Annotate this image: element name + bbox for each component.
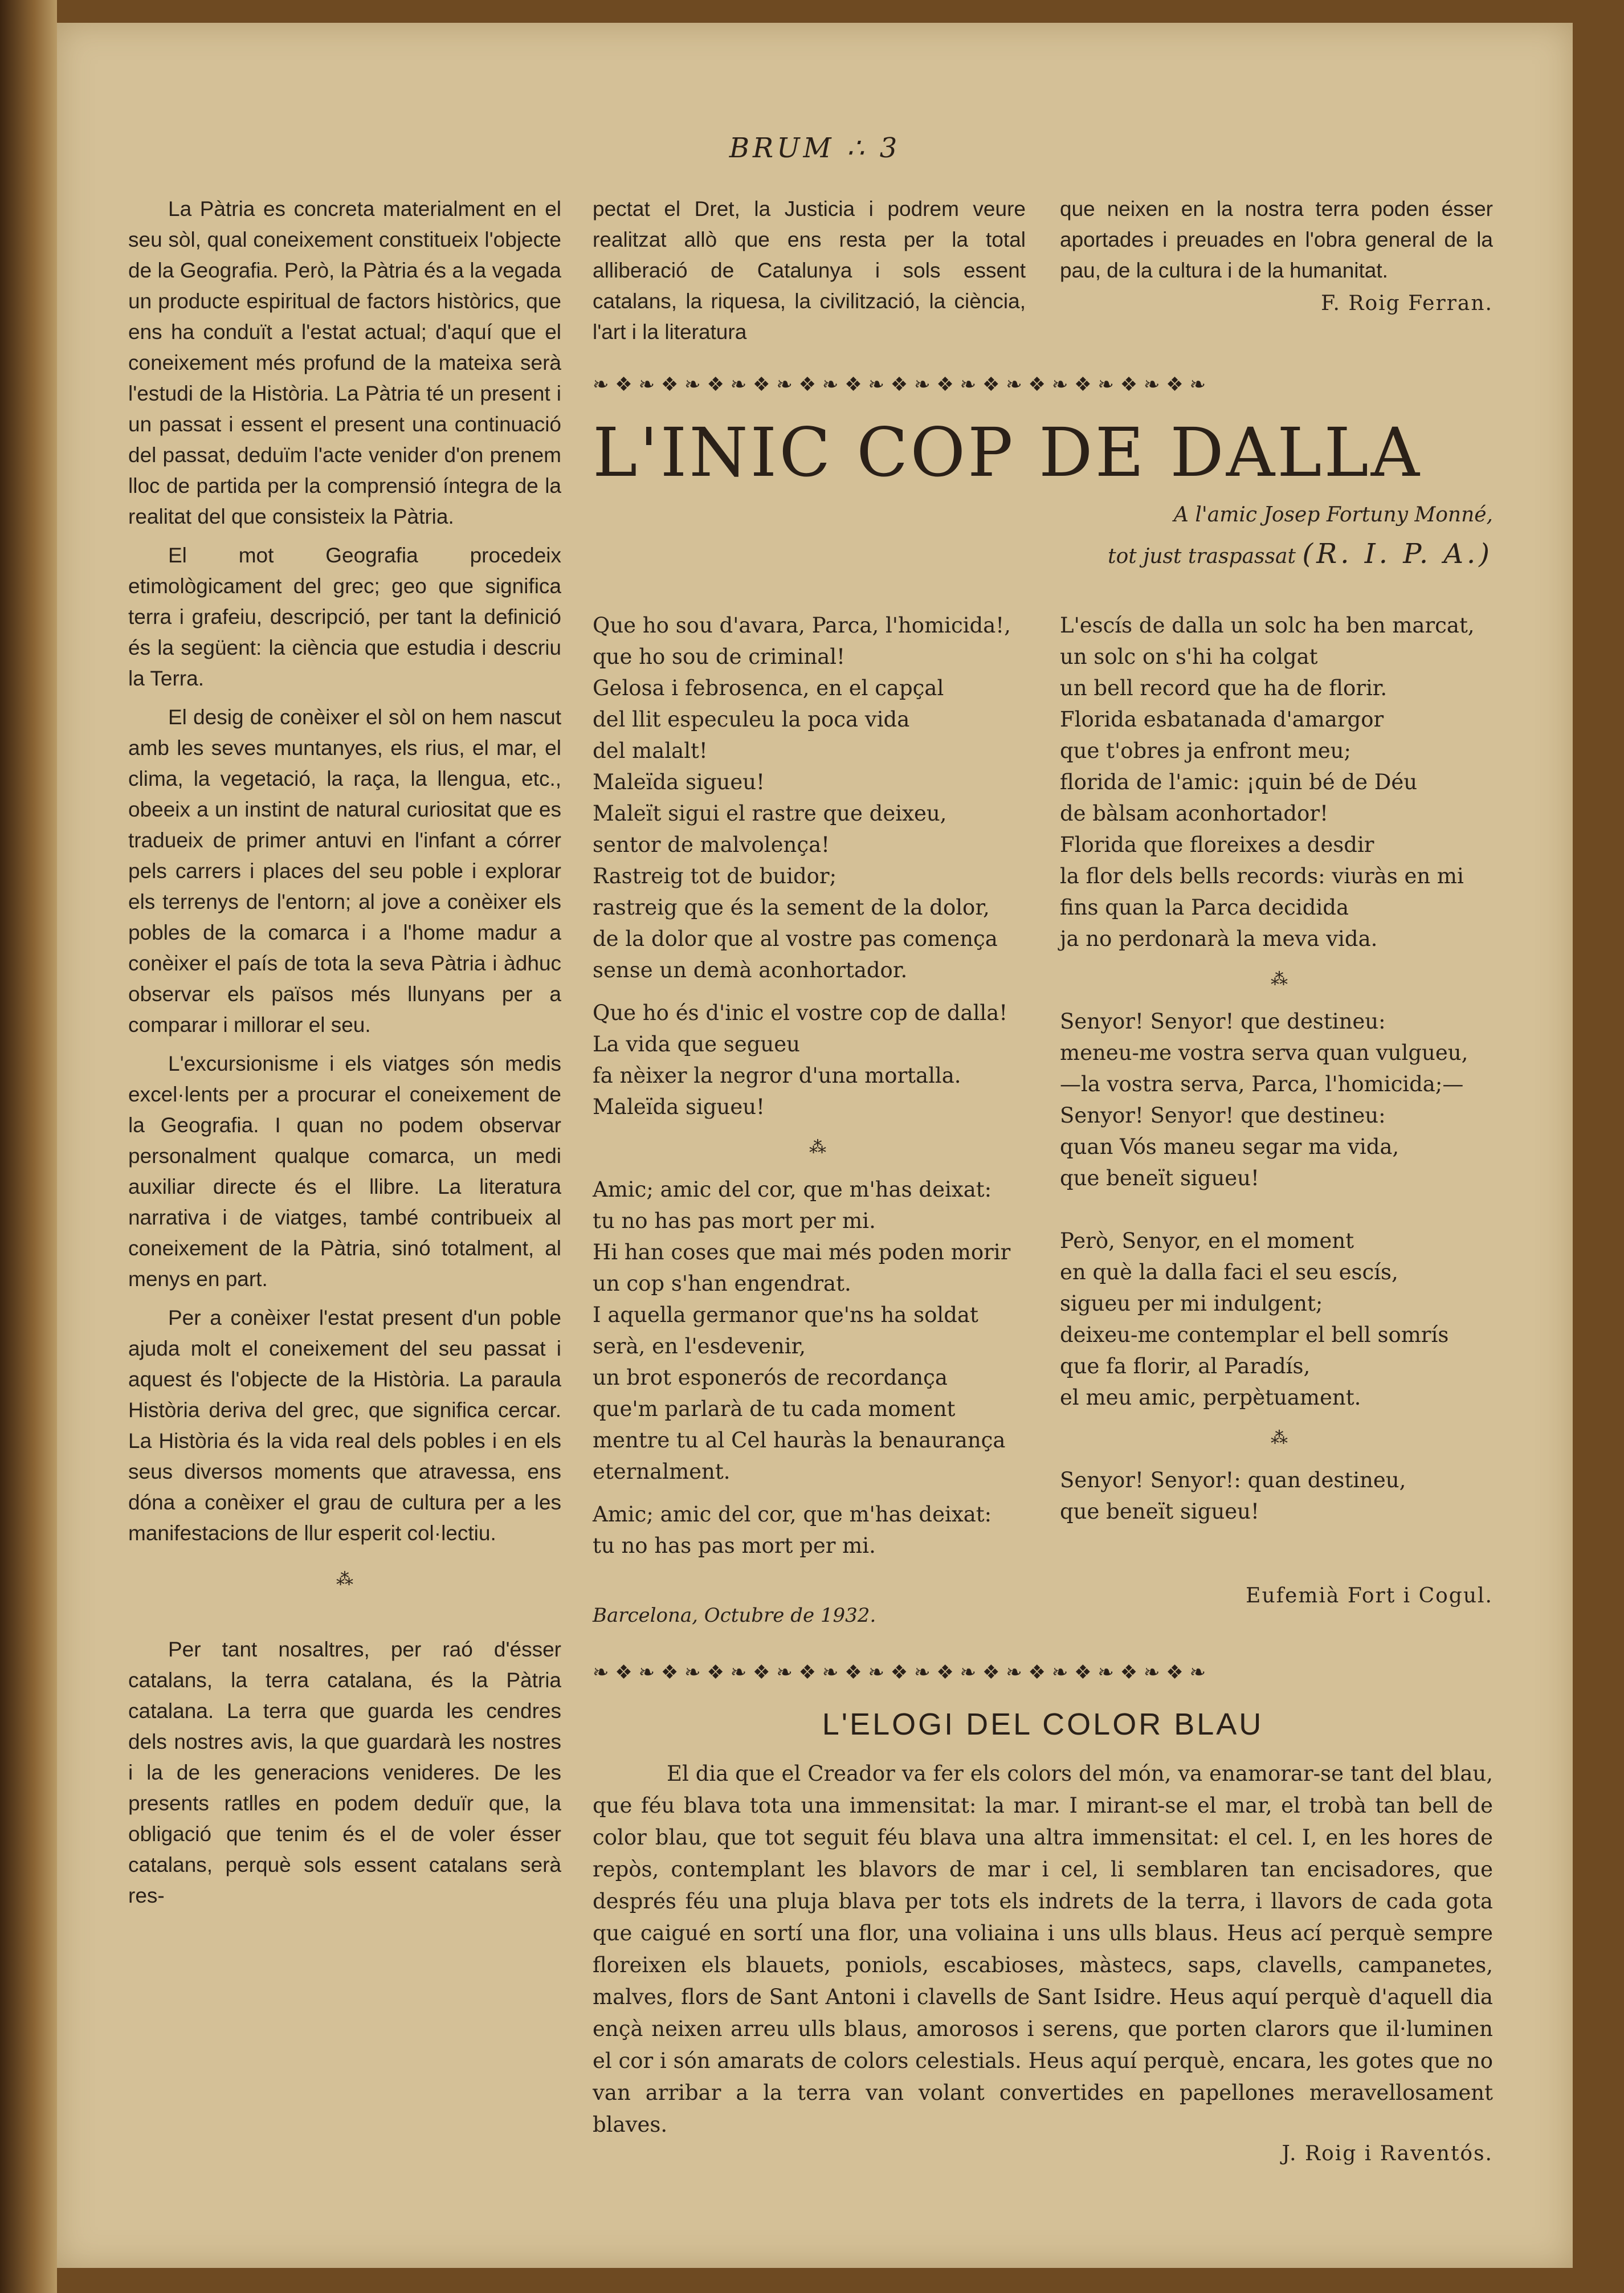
essay-ending — [1060, 194, 1493, 315]
section-stars: ⁂ — [1271, 1428, 1288, 1448]
dedication-text: tot just traspassat — [1108, 545, 1296, 568]
essay-paragraph: Per a conèixer l'estat present d'un poble ajuda molt el coneixement del seu passat i aquest és l'objecte de la Història. La paraula Història deriva del grec, que significa cercar. La Història és la vida real dels pobles i en els seus diversos moments que atravessa, ens dóna a conèixer el grau de cultura per a les manifestacions de llur esperit col·lectiu. — [128, 1306, 561, 1545]
poem-title: L'INIC COP DE DALLA — [593, 413, 1422, 492]
page-header: BRUM ∴ 3 — [729, 132, 901, 164]
poem-stanza: Que ho sou d'avara, Parca, l'homicida!, que ho sou de criminal! Gelosa i febrosenca, en el capçal del llit especuleu la poca vida del malalt! Maleïda sigueu! Maleït sigui el rastre que deixeu, sentor de malvolença! Rastreig tot de buidor; rastreig que és la sement de la dolor, de la dolor que al vostre pas comença sense un demà aconhortador. — [593, 613, 1011, 982]
section-stars: ⁂ — [809, 1137, 826, 1157]
section-stars: ⁂ — [336, 1569, 353, 1589]
poem-right-column — [1060, 610, 1499, 1539]
article-author: J. Roig i Raventós. — [1282, 2142, 1493, 2165]
essay-column — [128, 194, 561, 1911]
dedication-line — [969, 535, 1493, 576]
poem-stanza: L'escís de dalla un solc ha ben marcat, un solc on s'hi ha colgat un bell record que ha de florir. Florida esbatanada d'amargor que t'obres ja enfront meu; florida de l'amic: ¡quin bé de Déu de bàlsam aconhortador! Florida que floreixes a desdir la flor dels bells records: viuràs en mi fins quan la Parca decidida ja no perdonarà la meva vida. — [1060, 613, 1475, 951]
essay-paragraph: La Pàtria es concreta materialment en el seu sòl, qual coneixement constitueix l'objecte de la Geografia. Però, la Pàtria és a la vegada un producte espiritual de factors històrics, que ens ha conduït a l'estat actual; d'aquí que el coneixement més profund de la mateixa serà l'estudi de la Història. La Pàtria té un present i un passat i essent el present una continuació del passat, deduïm l'acte venider d'on prenem lloc de partida per la comprensió íntegra de la realitat del que consisteix la Pàtria. — [128, 197, 561, 528]
poem-left-column — [593, 610, 1043, 1573]
author-signature: F. Roig Ferran. — [1321, 292, 1493, 315]
section-stars: ⁂ — [1271, 969, 1288, 989]
poem-stanza: Que ho és d'inic el vostre cop de dalla! La vida que segueu fa nèixer la negror d'una mortalla. Maleïda sigueu! — [593, 1001, 1008, 1119]
place-date: Barcelona, Octubre de 1932. — [593, 1604, 876, 1627]
poem-dedication — [969, 496, 1493, 576]
essay-paragraph: pectat el Dret, la Justicia i podrem veure realitzat allò que ens resta per la total alliberació de Catalunya i sols essent catalans, la riquesa, la civilització, la ciència, l'art i la literatura — [593, 197, 1026, 344]
article-title: L'ELOGI DEL COLOR BLAU — [822, 1707, 1264, 1741]
poem-stanza: Amic; amic del cor, que m'has deixat: tu no has pas mort per mi. — [593, 1502, 992, 1558]
poem-author: Eufemià Fort i Cogul. — [1246, 1584, 1493, 1607]
poem-stanza: Senyor! Senyor! que destineu: meneu-me vostra serva quan vulgueu, —la vostra serva, Parca, l'homicida;— Senyor! Senyor! que destineu: quan Vós maneu segar ma vida, que beneït sigueu! — [1060, 1009, 1468, 1190]
dedication-line: A l'amic Josep Fortuny Monné, — [1173, 503, 1493, 527]
poem-stanza: Però, Senyor, en el moment en què la dalla faci el seu escís, sigueu per mi indulgent; deixeu-me contemplar el bell somrís que fa florir, al Paradís, el meu amic, perpètuament. — [1060, 1229, 1449, 1410]
essay-paragraph: Per tant nosaltres, per raó d'ésser catalans, la terra catalana, és la Pàtria catalana. La terra que guarda les cendres dels nostres avis, la que guardarà les nostres i la de les generacions venideres. De les presents ratlles en podem deduïr que, la obligació que tenim és el de voler ésser catalans, perquè sols essent catalans serà res- — [128, 1638, 561, 1907]
poem-stanza: Amic; amic del cor, que m'has deixat: tu no has pas mort per mi. Hi han coses que mai més poden morir un cop s'han engendrat. I aquella germanor que'ns ha soldat serà, en l'esdevenir, un brot esponerós de recordança que'm parlarà de tu cada moment mentre tu al Cel hauràs la benaurança eternalment. — [593, 1177, 1011, 1484]
essay-continuation — [593, 194, 1026, 348]
essay-paragraph: que neixen en la nostra terra poden ésser aportades i preuades en l'obra general de la pau, de la cultura i de la humanitat. — [1060, 197, 1493, 282]
essay-paragraph: L'excursionisme i els viatges són medis excel·lents per a procurar el coneixement de la Geografia. I quan no podem observar personalment qualque comarca, un medi auxiliar directe és el llibre. La literatura narrativa i de viatges, també contribueix al coneixement de la Pàtria, sinó totalment, al menys en part. — [128, 1052, 561, 1291]
poem-stanza: Senyor! Senyor!: quan destineu, que beneït sigueu! — [1060, 1468, 1406, 1524]
ornamental-divider: ❧ ❖ ❧ ❖ ❧ ❖ ❧ ❖ ❧ ❖ ❧ ❖ ❧ ❖ ❧ ❖ ❧ ❖ ❧ ❖ ❧ ❖ ❧ ❖ ❧ ❖ ❧ — [593, 1661, 1206, 1684]
ornamental-divider: ❧ ❖ ❧ ❖ ❧ ❖ ❧ ❖ ❧ ❖ ❧ ❖ ❧ ❖ ❧ ❖ ❧ ❖ ❧ ❖ ❧ ❖ ❧ ❖ ❧ ❖ ❧ — [593, 373, 1206, 396]
essay-paragraph: El desig de conèixer el sòl on hem nascut amb les seves muntanyes, els rius, el mar, el clima, la vegetació, la raça, la llengua, etc., obeeix a un instint de natural curiositat que es tradueix de primer antuvi en l'infant a córrer pels carrers i places del seu poble i explorar els terrenys de l'entorn; al jove a conèixer els pobles de la comarca i a l'home madur a conèixer el país de tota la seva Pàtria i àdhuc observar els països més llunyans per a comparar i millorar el seu. — [128, 705, 561, 1037]
article-paragraph: El dia que el Creador va fer els colors del món, va enamorar-se tant del blau, que féu blava tota una immensitat: la mar. I mirant-se el mar, el trobà tan bell de color blau, que tot seguit féu blava una altra immensitat: el cel. I, en les hores de repòs, contemplant les blavors de mar i cel, li semblaren tan encisadores, que després féu una pluja blava per tots els indrets de la terra, i llavors de cada gota que caigué en sortí una flor, una voliaina i uns ulls blaus. Heus ací perquè sempre floreixen els blauets, poniols, escabioses, màstecs, saps, clavells, campanetes, malves, flors de Sant Antoni i clavells de Sant Isidre. Heus aquí perquè d'aquell dia ençà neixen arreu ulls blaus, amorosos i serens, que porten clarors que il·luminen el cor i són amarats de colors celestials. Heus aquí perquè, encara, les gotes que no van arribar a la terra van volant convertides en papellones meravellosament blaves. — [593, 1761, 1493, 2137]
essay-paragraph: El mot Geografia procedeix etimològicament del grec; geo que significa terra i grafeiu, descripció, per tant la definició és la següent: la ciència que estudia i descriu la Terra. — [128, 544, 561, 690]
binding-gutter — [0, 0, 57, 2293]
article-body — [593, 1758, 1493, 2165]
rip-text: (R. I. P. A.) — [1302, 538, 1493, 570]
